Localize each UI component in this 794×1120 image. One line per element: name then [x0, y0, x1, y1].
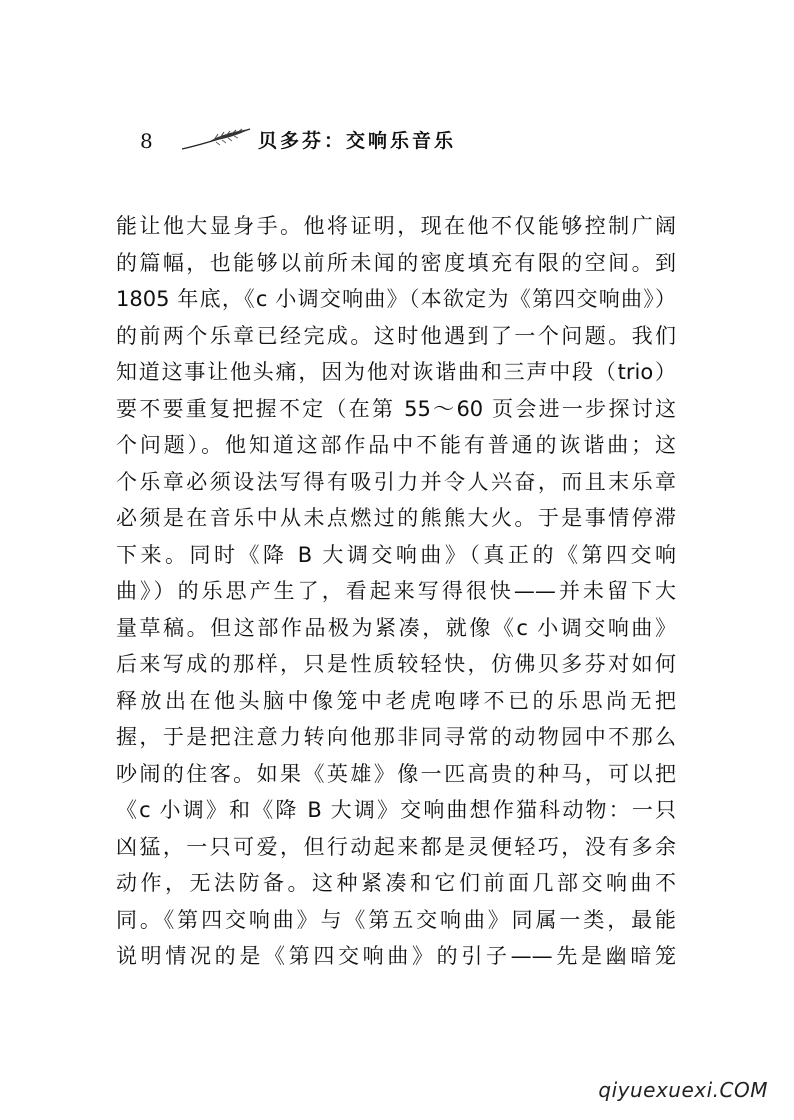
text-line: 的前两个乐章已经完成。这时他遇到了一个问题。我们	[116, 323, 676, 348]
text-line: 同。《第四交响曲》与《第五交响曲》同属一类，最能	[116, 907, 676, 932]
text-line: 要不要重复把握不定（在第 55～60 页会进一步探讨这	[116, 396, 676, 421]
text-line: 说明情况的是《第四交响曲》的引子——先是幽暗笼	[116, 944, 676, 968]
page-header	[140, 125, 640, 159]
text-line: 动作，无法防备。这种紧凑和它们前面几部交响曲不	[116, 871, 676, 895]
text-line: 必须是在音乐中从未点燃过的熊熊大火。于是事情停滞	[116, 506, 676, 530]
text-line: 个问题）。他知道这部作品中不能有普通的诙谐曲；这	[116, 433, 676, 457]
text-line: 凶猛，一只可爱，但行动起来都是灵便轻巧，没有多余	[116, 834, 676, 859]
text-line: 后来写成的那样，只是性质较轻快，仿佛贝多芬对如何	[116, 652, 676, 676]
text-line: 下来。同时《降 B 大调交响曲》（真正的《第四交响	[116, 542, 676, 567]
body-text	[116, 208, 676, 975]
text-line: 释放出在他头脑中像笼中老虎咆哮不已的乐思尚无把	[116, 688, 676, 713]
running-title: 贝多芬：交响乐音乐	[258, 130, 457, 152]
text-line: 个乐章必须设法写得有吸引力并令人兴奋，而且末乐章	[116, 469, 676, 494]
page-number: 8	[140, 129, 153, 153]
text-line: 的篇幅，也能够以前所未闻的密度填充有限的空间。到	[116, 250, 676, 275]
text-line: 量草稿。但这部作品极为紧凑，就像《c 小调交响曲》	[116, 615, 676, 640]
feather-icon	[180, 125, 252, 153]
text-line: 能让他大显身手。他将证明，现在他不仅能够控制广阔	[116, 214, 676, 238]
text-line: 1805 年底，《c 小调交响曲》（本欲定为《第四交响曲》）	[116, 287, 676, 311]
text-line: 《c 小调》和《降 B 大调》交响曲想作猫科动物：一只	[116, 798, 676, 822]
text-line: 握，于是把注意力转向他那非同寻常的动物园中不那么	[116, 725, 676, 749]
text-line: 吵闹的住客。如果《英雄》像一匹高贵的种马，可以把	[116, 761, 676, 786]
watermark: qiyuexuexi.COM	[598, 1078, 768, 1102]
text-line: 曲》）的乐思产生了，看起来写得很快——并未留下大	[116, 579, 676, 603]
text-line: 知道这事让他头痛，因为他对诙谐曲和三声中段（trio）	[116, 360, 676, 384]
